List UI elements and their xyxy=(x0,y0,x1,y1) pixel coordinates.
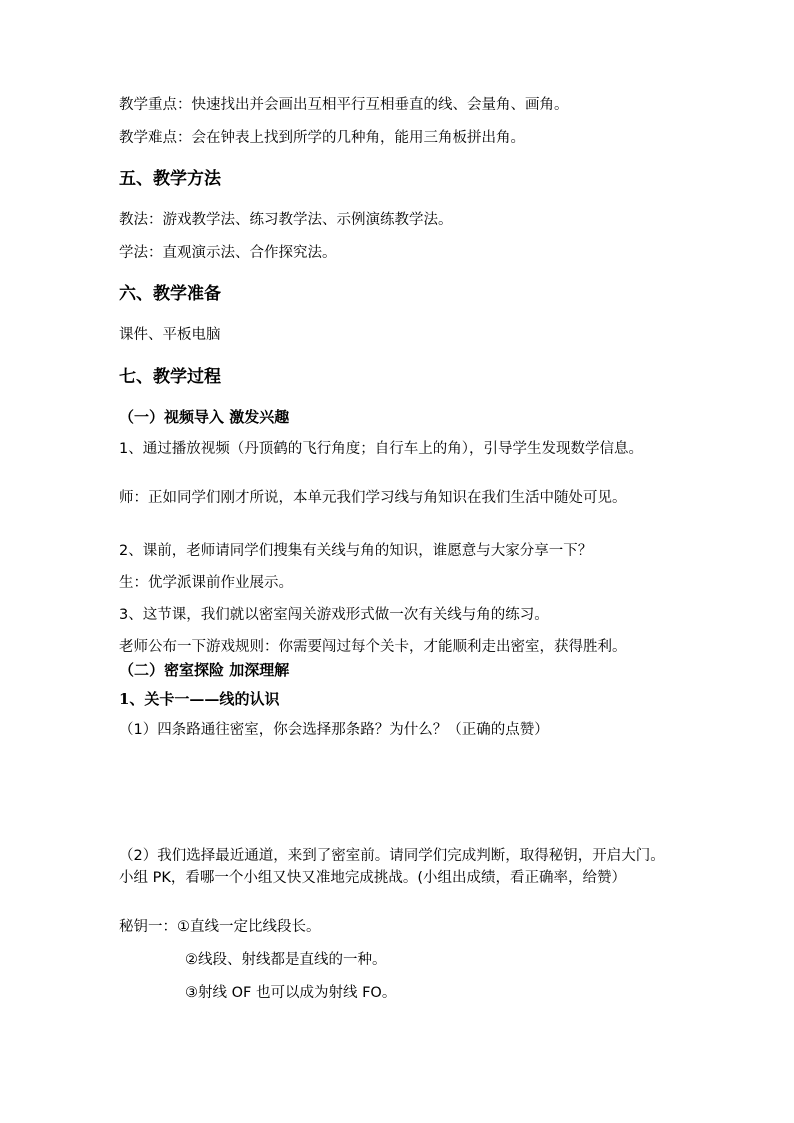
part-1-paragraph-3: 2、课前，老师请同学们搜集有关线与角的知识，谁愿意与大家分享一下？ xyxy=(119,543,593,559)
preparation-items: 课件、平板电脑 xyxy=(119,327,221,343)
question-1: （1）四条路通往密室，你会选择那条路？为什么？（正确的点赞） xyxy=(119,722,549,738)
key-1-statement-1: 秘钥一：①直线一定比线段长。 xyxy=(119,919,321,935)
question-2: （2）我们选择最近通道，来到了密室前。请同学们完成判断，取得秘钥，开启大门。小组 PK，看哪一个小组又快又准地完成挑战。(小组出成绩，看正确率，给赞） xyxy=(119,848,665,886)
part-1-title: （一）视频导入 激发兴趣 xyxy=(119,408,290,426)
section-6-title: 六、教学准备 xyxy=(119,284,221,304)
part-1-paragraph-4: 生：优学派课前作业展示。 xyxy=(119,575,293,591)
difficult-points: 教学难点：会在钟表上找到所学的几种角，能用三角板拼出角。 xyxy=(119,130,525,146)
key-points: 教学重点：快速找出并会画出互相平行互相垂直的线、会量角、画角。 xyxy=(119,97,569,113)
key-1-statement-2: ②线段、射线都是直线的一种。 xyxy=(185,952,387,968)
part-2-title: （二）密室探险 加深理解 xyxy=(119,661,290,679)
key-1-statement-3: ③射线 OF 也可以成为射线 FO。 xyxy=(185,985,397,1001)
part-1-paragraph-5: 3、这节课，我们就以密室闯关游戏形式做一次有关线与角的练习。 xyxy=(119,607,549,623)
learning-methods: 学法：直观演示法、合作探究法。 xyxy=(119,245,337,261)
teaching-methods: 教法：游戏教学法、练习教学法、示例演练教学法。 xyxy=(119,212,453,228)
section-5-title: 五、教学方法 xyxy=(119,169,221,189)
part-1-paragraph-2: 师：正如同学们刚才所说，本单元我们学习线与角知识在我们生活中随处可见。 xyxy=(119,490,627,506)
part-1-paragraph-6: 老师公布一下游戏规则：你需要闯过每个关卡，才能顺利走出密室，获得胜利。 xyxy=(119,639,627,655)
section-7-title: 七、教学过程 xyxy=(119,367,221,387)
level-1-title: 1、关卡一——线的认识 xyxy=(119,690,280,708)
part-1-paragraph-1: 1、通过播放视频（丹顶鹤的飞行角度；自行车上的角），引导学生发现数学信息。 xyxy=(119,441,643,457)
